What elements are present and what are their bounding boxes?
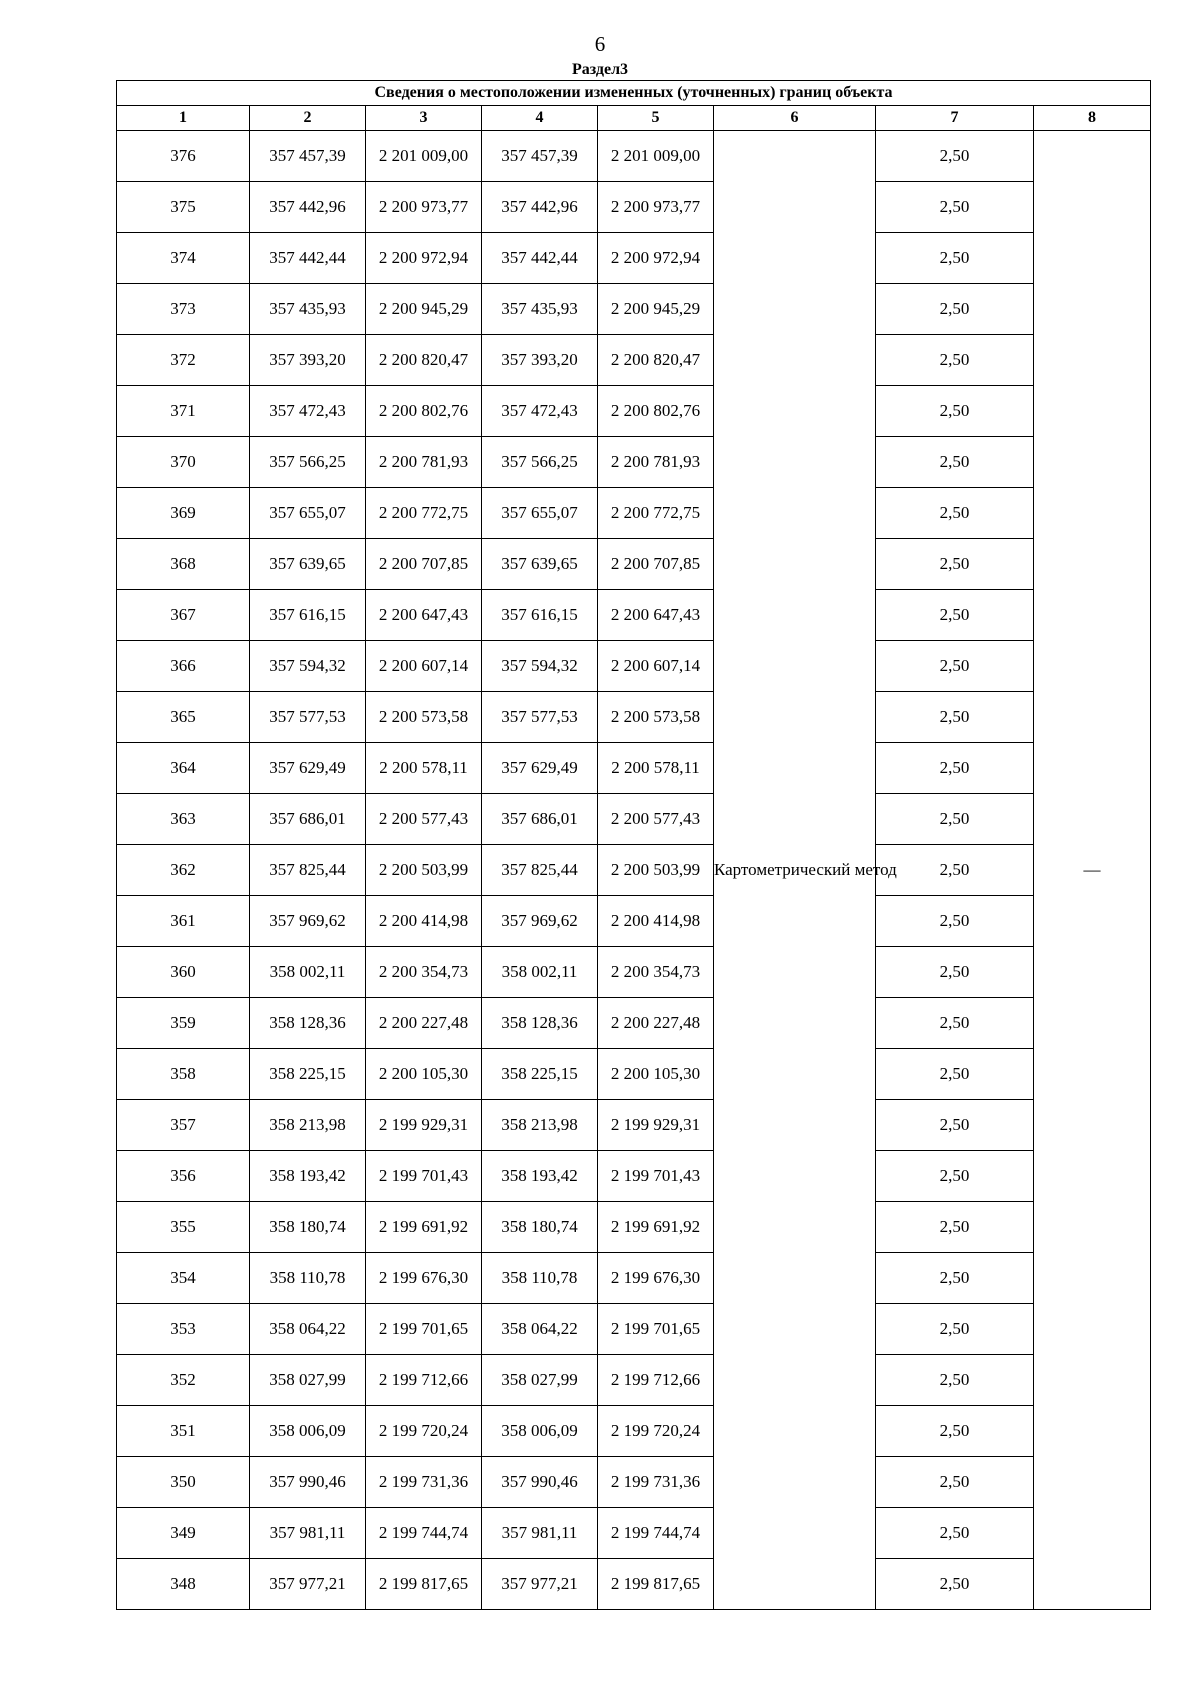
accuracy-cell: 2,50 [876,284,1034,335]
x-new-cell: 358 213,98 [482,1100,598,1151]
point-number-cell: 375 [117,182,250,233]
table-row [117,233,1151,284]
y-new-cell: 2 199 691,92 [598,1202,714,1253]
table-row [117,1202,1151,1253]
y-new-cell: 2 200 772,75 [598,488,714,539]
column-header-4: 4 [482,106,598,131]
table-row [117,1304,1151,1355]
y-existing-cell: 2 200 577,43 [366,794,482,845]
table-row [117,284,1151,335]
point-number-cell: 354 [117,1253,250,1304]
accuracy-cell: 2,50 [876,1457,1034,1508]
y-new-cell: 2 200 802,76 [598,386,714,437]
x-existing-cell: 357 577,53 [250,692,366,743]
y-new-cell: 2 200 707,85 [598,539,714,590]
table-row [117,1151,1151,1202]
x-existing-cell: 357 457,39 [250,131,366,182]
accuracy-cell: 2,50 [876,1508,1034,1559]
point-number-cell: 360 [117,947,250,998]
accuracy-cell: 2,50 [876,1151,1034,1202]
x-new-cell: 358 128,36 [482,998,598,1049]
x-new-cell: 357 686,01 [482,794,598,845]
x-existing-cell: 357 639,65 [250,539,366,590]
y-new-cell: 2 200 781,93 [598,437,714,488]
point-number-cell: 362 [117,845,250,896]
accuracy-cell: 2,50 [876,590,1034,641]
point-number-cell: 353 [117,1304,250,1355]
x-new-cell: 357 639,65 [482,539,598,590]
y-existing-cell: 2 199 929,31 [366,1100,482,1151]
y-existing-cell: 2 201 009,00 [366,131,482,182]
y-existing-cell: 2 200 973,77 [366,182,482,233]
x-existing-cell: 357 977,21 [250,1559,366,1610]
table-row [117,947,1151,998]
x-existing-cell: 358 006,09 [250,1406,366,1457]
y-new-cell: 2 200 573,58 [598,692,714,743]
x-existing-cell: 357 566,25 [250,437,366,488]
y-existing-cell: 2 200 772,75 [366,488,482,539]
x-new-cell: 357 435,93 [482,284,598,335]
point-number-cell: 369 [117,488,250,539]
y-existing-cell: 2 200 227,48 [366,998,482,1049]
x-new-cell: 357 566,25 [482,437,598,488]
y-existing-cell: 2 200 414,98 [366,896,482,947]
accuracy-cell: 2,50 [876,182,1034,233]
x-existing-cell: 357 990,46 [250,1457,366,1508]
accuracy-cell: 2,50 [876,1100,1034,1151]
table-row [117,1253,1151,1304]
x-existing-cell: 358 128,36 [250,998,366,1049]
y-new-cell: 2 200 972,94 [598,233,714,284]
y-new-cell: 2 200 414,98 [598,896,714,947]
section-title: Раздел3 [571,61,629,78]
y-new-cell: 2 200 354,73 [598,947,714,998]
y-new-cell: 2 199 701,65 [598,1304,714,1355]
y-existing-cell: 2 200 578,11 [366,743,482,794]
x-existing-cell: 358 110,78 [250,1253,366,1304]
column-header-row [117,106,1151,131]
point-number-cell: 372 [117,335,250,386]
y-new-cell: 2 199 817,65 [598,1559,714,1610]
accuracy-cell: 2,50 [876,1049,1034,1100]
table-row [117,1508,1151,1559]
table-row [117,1406,1151,1457]
x-new-cell: 357 594,32 [482,641,598,692]
accuracy-cell: 2,50 [876,692,1034,743]
y-existing-cell: 2 200 707,85 [366,539,482,590]
y-existing-cell: 2 199 701,65 [366,1304,482,1355]
point-number-cell: 376 [117,131,250,182]
y-new-cell: 2 199 701,43 [598,1151,714,1202]
page-number: 6 [594,32,606,56]
table-row [117,1049,1151,1100]
column-header-8: 8 [1034,106,1151,131]
table-row [117,998,1151,1049]
x-existing-cell: 357 594,32 [250,641,366,692]
x-new-cell: 358 027,99 [482,1355,598,1406]
point-number-cell: 351 [117,1406,250,1457]
table-row [117,437,1151,488]
table-row [117,131,1151,182]
x-new-cell: 357 969,62 [482,896,598,947]
x-existing-cell: 357 616,15 [250,590,366,641]
table-row [117,1559,1151,1610]
accuracy-cell: 2,50 [876,1253,1034,1304]
x-new-cell: 358 002,11 [482,947,598,998]
table-body [117,131,1151,1610]
table-row [117,1355,1151,1406]
y-existing-cell: 2 199 676,30 [366,1253,482,1304]
x-new-cell: 357 825,44 [482,845,598,896]
table-row [117,539,1151,590]
column-header-2: 2 [250,106,366,131]
point-number-cell: 357 [117,1100,250,1151]
table-row [117,182,1151,233]
y-new-cell: 2 199 744,74 [598,1508,714,1559]
y-existing-cell: 2 200 781,93 [366,437,482,488]
accuracy-cell: 2,50 [876,1559,1034,1610]
column-header-3: 3 [366,106,482,131]
y-existing-cell: 2 200 573,58 [366,692,482,743]
x-existing-cell: 357 969,62 [250,896,366,947]
y-existing-cell: 2 200 647,43 [366,590,482,641]
y-new-cell: 2 199 720,24 [598,1406,714,1457]
accuracy-cell: 2,50 [876,998,1034,1049]
y-new-cell: 2 200 578,11 [598,743,714,794]
point-number-cell: 349 [117,1508,250,1559]
y-existing-cell: 2 199 817,65 [366,1559,482,1610]
table-row [117,641,1151,692]
x-new-cell: 358 064,22 [482,1304,598,1355]
y-existing-cell: 2 199 712,66 [366,1355,482,1406]
accuracy-cell: 2,50 [876,1355,1034,1406]
accuracy-cell: 2,50 [876,131,1034,182]
x-new-cell: 357 442,96 [482,182,598,233]
point-number-cell: 368 [117,539,250,590]
x-new-cell: 357 472,43 [482,386,598,437]
x-existing-cell: 357 442,44 [250,233,366,284]
y-existing-cell: 2 199 720,24 [366,1406,482,1457]
accuracy-cell: 2,50 [876,335,1034,386]
table-row [117,743,1151,794]
point-number-cell: 356 [117,1151,250,1202]
accuracy-cell: 2,50 [876,539,1034,590]
y-existing-cell: 2 200 820,47 [366,335,482,386]
point-number-cell: 355 [117,1202,250,1253]
x-existing-cell: 358 213,98 [250,1100,366,1151]
table-caption: Сведения о местоположении измененных (уточненных) границ объекта [117,81,1151,106]
x-existing-cell: 357 686,01 [250,794,366,845]
x-new-cell: 357 577,53 [482,692,598,743]
note-cell: — [1034,131,1151,1610]
x-new-cell: 357 616,15 [482,590,598,641]
point-number-cell: 370 [117,437,250,488]
x-new-cell: 357 393,20 [482,335,598,386]
column-header-5: 5 [598,106,714,131]
y-new-cell: 2 201 009,00 [598,131,714,182]
table-row [117,335,1151,386]
accuracy-cell: 2,50 [876,896,1034,947]
point-number-cell: 364 [117,743,250,794]
x-existing-cell: 357 655,07 [250,488,366,539]
x-new-cell: 358 006,09 [482,1406,598,1457]
point-number-cell: 366 [117,641,250,692]
x-new-cell: 358 180,74 [482,1202,598,1253]
x-new-cell: 358 225,15 [482,1049,598,1100]
column-header-6: 6 [714,106,876,131]
y-new-cell: 2 199 929,31 [598,1100,714,1151]
y-existing-cell: 2 200 354,73 [366,947,482,998]
y-existing-cell: 2 199 744,74 [366,1508,482,1559]
accuracy-cell: 2,50 [876,947,1034,998]
accuracy-cell: 2,50 [876,743,1034,794]
y-existing-cell: 2 200 503,99 [366,845,482,896]
point-number-cell: 352 [117,1355,250,1406]
y-new-cell: 2 200 607,14 [598,641,714,692]
point-number-cell: 367 [117,590,250,641]
y-new-cell: 2 200 503,99 [598,845,714,896]
table-row [117,794,1151,845]
x-new-cell: 358 110,78 [482,1253,598,1304]
y-existing-cell: 2 200 945,29 [366,284,482,335]
column-header-7: 7 [876,106,1034,131]
point-number-cell: 350 [117,1457,250,1508]
accuracy-cell: 2,50 [876,386,1034,437]
table-row [117,488,1151,539]
x-existing-cell: 358 064,22 [250,1304,366,1355]
x-new-cell: 357 442,44 [482,233,598,284]
point-number-cell: 348 [117,1559,250,1610]
point-number-cell: 363 [117,794,250,845]
table-row [117,1100,1151,1151]
x-existing-cell: 357 435,93 [250,284,366,335]
y-existing-cell: 2 200 607,14 [366,641,482,692]
point-number-cell: 373 [117,284,250,335]
table-row [117,590,1151,641]
y-new-cell: 2 200 820,47 [598,335,714,386]
accuracy-cell: 2,50 [876,437,1034,488]
point-number-cell: 358 [117,1049,250,1100]
y-new-cell: 2 200 227,48 [598,998,714,1049]
point-number-cell: 361 [117,896,250,947]
x-existing-cell: 357 472,43 [250,386,366,437]
x-existing-cell: 358 225,15 [250,1049,366,1100]
y-new-cell: 2 200 945,29 [598,284,714,335]
table-row [117,1457,1151,1508]
y-new-cell: 2 200 973,77 [598,182,714,233]
table-row [117,845,1151,896]
x-existing-cell: 357 442,96 [250,182,366,233]
table-row [117,896,1151,947]
x-new-cell: 357 977,21 [482,1559,598,1610]
accuracy-cell: 2,50 [876,845,1034,896]
y-existing-cell: 2 199 701,43 [366,1151,482,1202]
y-new-cell: 2 200 105,30 [598,1049,714,1100]
x-new-cell: 358 193,42 [482,1151,598,1202]
table-row [117,692,1151,743]
x-existing-cell: 357 629,49 [250,743,366,794]
x-existing-cell: 358 193,42 [250,1151,366,1202]
y-existing-cell: 2 200 972,94 [366,233,482,284]
y-new-cell: 2 199 731,36 [598,1457,714,1508]
accuracy-cell: 2,50 [876,794,1034,845]
x-new-cell: 357 457,39 [482,131,598,182]
point-number-cell: 371 [117,386,250,437]
method-cell: Картометрический метод [714,131,876,1610]
accuracy-cell: 2,50 [876,488,1034,539]
x-existing-cell: 357 825,44 [250,845,366,896]
x-existing-cell: 358 002,11 [250,947,366,998]
x-existing-cell: 358 027,99 [250,1355,366,1406]
x-new-cell: 357 981,11 [482,1508,598,1559]
y-new-cell: 2 200 577,43 [598,794,714,845]
table-row [117,386,1151,437]
point-number-cell: 374 [117,233,250,284]
accuracy-cell: 2,50 [876,1406,1034,1457]
y-existing-cell: 2 200 802,76 [366,386,482,437]
x-new-cell: 357 655,07 [482,488,598,539]
y-new-cell: 2 199 676,30 [598,1253,714,1304]
x-new-cell: 357 629,49 [482,743,598,794]
point-number-cell: 359 [117,998,250,1049]
accuracy-cell: 2,50 [876,233,1034,284]
point-number-cell: 365 [117,692,250,743]
x-new-cell: 357 990,46 [482,1457,598,1508]
column-header-1: 1 [117,106,250,131]
y-existing-cell: 2 199 691,92 [366,1202,482,1253]
accuracy-cell: 2,50 [876,1304,1034,1355]
accuracy-cell: 2,50 [876,1202,1034,1253]
boundary-coordinates-table [116,80,1151,1610]
y-new-cell: 2 200 647,43 [598,590,714,641]
accuracy-cell: 2,50 [876,641,1034,692]
y-existing-cell: 2 199 731,36 [366,1457,482,1508]
y-new-cell: 2 199 712,66 [598,1355,714,1406]
y-existing-cell: 2 200 105,30 [366,1049,482,1100]
x-existing-cell: 357 981,11 [250,1508,366,1559]
x-existing-cell: 358 180,74 [250,1202,366,1253]
x-existing-cell: 357 393,20 [250,335,366,386]
